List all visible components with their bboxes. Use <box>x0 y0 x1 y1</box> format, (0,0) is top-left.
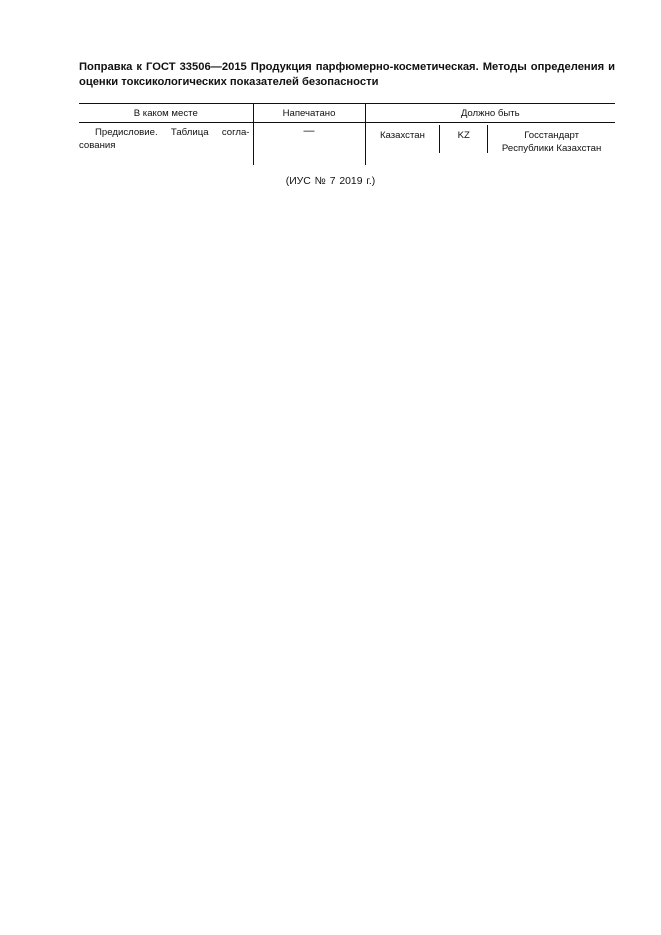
cell-place <box>79 123 253 166</box>
table-row <box>79 123 615 166</box>
should-be-subtable <box>366 125 616 153</box>
header-printed: Напечатано <box>253 104 365 123</box>
authority-line-2: Республики Казахстан <box>501 142 602 154</box>
authority-line-1: Госстандарт <box>524 130 580 141</box>
cell-should-be <box>365 123 615 166</box>
header-place: В каком месте <box>79 104 253 123</box>
country-code: KZ <box>439 125 487 153</box>
standards-authority <box>487 125 615 153</box>
table-header-row <box>79 104 615 123</box>
cell-printed <box>253 123 365 166</box>
header-should-be: Должно быть <box>365 104 615 123</box>
printed-dash: — <box>303 125 315 137</box>
amendment-title: Поправка к ГОСТ 33506—2015 Продукция парфюмерно-косметическая. Методы определения и оценки токсикологических показателей безопасности <box>79 61 615 88</box>
country-name: Казахстан <box>379 130 425 141</box>
place-text: Предисловие. Таблица согла-сования <box>79 127 250 151</box>
publication-source: (ИУС № 7 2019 г.) <box>285 176 376 187</box>
amendment-table <box>79 103 615 165</box>
